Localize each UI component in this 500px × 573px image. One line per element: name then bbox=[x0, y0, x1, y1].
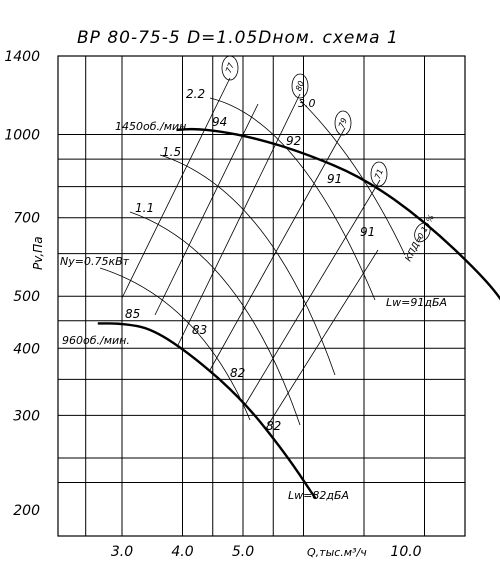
x-tick-label: 10.0 bbox=[390, 544, 422, 560]
eff-label-91b: 91 bbox=[360, 225, 376, 239]
noise-label-91: Lw=91дБА bbox=[386, 296, 448, 309]
svg-text:71: 71 bbox=[373, 167, 385, 181]
circle-label-77 bbox=[222, 56, 238, 80]
y-tick-label: 700 bbox=[13, 210, 40, 227]
eff-label-91a: 91 bbox=[327, 172, 343, 186]
power-arc bbox=[160, 155, 335, 375]
y-tick-label: 500 bbox=[13, 289, 40, 306]
eff-label-94: 94 bbox=[212, 115, 228, 129]
power-label-1-5: 1.5 bbox=[162, 145, 182, 159]
power-arc bbox=[130, 212, 300, 425]
y-tick-label: 200 bbox=[13, 503, 40, 519]
x-tick-labels bbox=[111, 544, 422, 560]
eff-label-82b: 82 bbox=[266, 419, 282, 433]
performance-curves bbox=[98, 129, 500, 499]
speed-label-1450: 1450об./мин. bbox=[115, 120, 190, 133]
efficiency-ray bbox=[245, 180, 380, 405]
y-tick-label: 400 bbox=[13, 341, 40, 358]
efficiency-ray bbox=[178, 94, 300, 345]
performance-curve-2 bbox=[98, 323, 316, 498]
x-tick-label: 4.0 bbox=[171, 544, 194, 560]
eff-label-92: 92 bbox=[286, 134, 302, 148]
x-axis-label: Q,тыс.м³/ч bbox=[307, 546, 367, 559]
speed-label-960: 960об./мин. bbox=[62, 334, 130, 347]
eff-label-85: 85 bbox=[125, 307, 141, 321]
svg-text:КПД=: КПД= bbox=[403, 234, 426, 264]
svg-text:77: 77 bbox=[224, 61, 236, 75]
efficiency-ray bbox=[268, 250, 378, 425]
svg-text:0.1: 0.1 bbox=[415, 224, 430, 241]
x-tick-label: 5.0 bbox=[231, 544, 255, 560]
power-label-2-2: 2.2 bbox=[186, 87, 206, 101]
eff-label-83: 83 bbox=[192, 323, 208, 337]
x-tick-label: 3.0 bbox=[110, 544, 134, 560]
efficiency-ray bbox=[210, 128, 345, 370]
svg-text:79: 79 bbox=[337, 116, 349, 130]
speed-label-3: 3.0 bbox=[298, 97, 316, 110]
y-tick-label: 300 bbox=[13, 408, 40, 425]
power-arc bbox=[300, 100, 405, 255]
chart-title: ВР 80-75-5 D=1.05Dном. схема 1 bbox=[77, 28, 399, 48]
y-axis-label: Pv,Па bbox=[31, 236, 45, 270]
y-tick-label: 1400 bbox=[4, 49, 40, 65]
y-tick-label: 1000 bbox=[4, 127, 40, 144]
eff-label-82a: 82 bbox=[230, 366, 246, 380]
efficiency-ray bbox=[122, 78, 230, 298]
power-label-0-75: Ny=0.75кВт bbox=[60, 255, 130, 268]
performance-curve-1 bbox=[176, 129, 500, 311]
svg-text:80: 80 bbox=[294, 79, 306, 93]
y-tick-labels bbox=[4, 49, 40, 519]
power-label-1-1: 1.1 bbox=[135, 201, 155, 215]
svg-text:%: % bbox=[424, 213, 436, 225]
noise-label-82: Lw=82дБА bbox=[288, 489, 350, 502]
